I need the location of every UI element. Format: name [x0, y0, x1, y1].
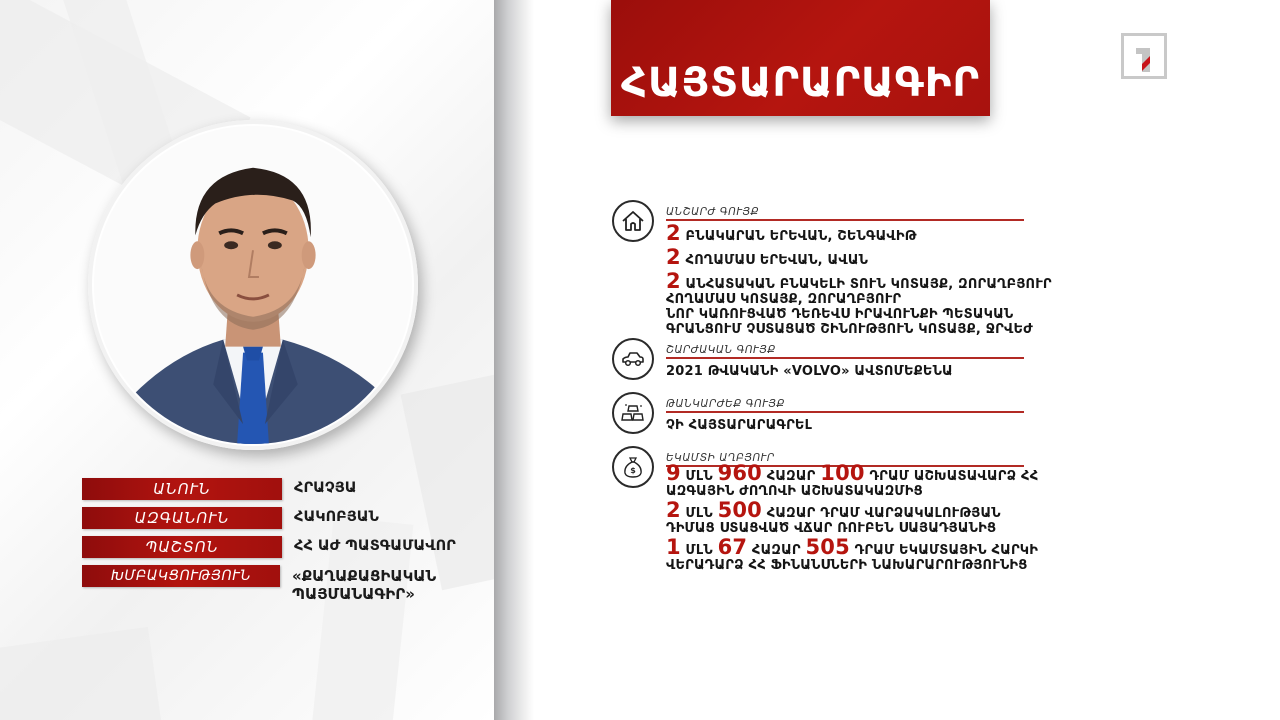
unit-thousand: ՀԱԶԱՐ: [751, 543, 801, 558]
section-income-source: [612, 446, 1082, 586]
portrait-frame: [88, 120, 418, 450]
person-info-table: [82, 478, 494, 610]
svg-text:$: $: [630, 466, 636, 475]
title-banner: [611, 0, 990, 116]
list-item: ՉԻ ՀԱՅՏԱՐԱՐԱԳՐԵԼ: [666, 418, 813, 433]
amount-thousands: 67: [717, 535, 748, 559]
section-entries: [666, 461, 1086, 577]
info-row-surname: [82, 507, 494, 529]
section-entries: [666, 364, 1086, 383]
money-bag-icon: [612, 446, 654, 488]
surname-label: ԱԶԳԱՆՈՒՆ: [82, 507, 282, 529]
section-header: [666, 344, 1024, 359]
entry-text: ՀՈՂԱՄԱՍ ԵՐԵՎԱՆ, ԱՎԱՆ: [685, 253, 869, 268]
section-divider: [666, 411, 1024, 413]
amount-millions: 1: [666, 535, 681, 559]
name-value: ՀՐԱՉՅԱ: [294, 480, 357, 496]
entry-text: ԱՆՀԱՏԱԿԱՆ ԲՆԱԿԵԼԻ ՏՈՒՆ ԿՈՏԱՅՔ, ԶՈՐԱՂԲՅՈՒՐ: [685, 277, 1052, 292]
count: 2: [666, 245, 681, 269]
entry-text: ՀՈՂԱՄԱՍ ԿՈՏԱՅՔ, ԶՈՐԱՂԲՅՈՒՐ: [666, 292, 902, 307]
entry-text: ՆՈՐ ԿԱՌՈՒՑՎԱԾ ԴԵՌԵՎՍ ԻՐԱՎՈՒՆՔԻ ՊԵՏԱԿԱՆ ԳՐԱՆՑՈՒՄ ՉՍՏԱՑԱԾ ՇԻՆՈՒԹՅՈՒՆ ԿՈՏԱՅՔ, ՋՐՎԵԺ: [666, 307, 1033, 337]
position-value: ՀՀ ԱԺ ՊԱՏԳԱՄԱՎՈՐ: [294, 538, 456, 554]
list-item: [666, 245, 1086, 269]
entry-text: ԴՐԱՄ ԱՇԽԱՏԱՎԱՐՁ ՀՀ ԱԶԳԱՅԻՆ ԺՈՂՈՎԻ ԱՇԽԱՏԱԿԱԶՄԻՑ: [666, 469, 1039, 499]
page-title: ՀԱՅՏԱՐԱՐԱԳԻՐ: [620, 60, 981, 106]
gold-bars-icon: [612, 392, 654, 434]
amount-millions: 2: [666, 498, 681, 522]
list-item: [666, 461, 1046, 499]
amount-millions: 9: [666, 461, 681, 485]
list-item: [666, 269, 1086, 293]
entry-text: ԲՆԱԿԱՐԱՆ ԵՐԵՎԱՆ, ՇԵՆԳԱՎԻԹ: [685, 229, 917, 244]
channel-1-logo-icon: [1124, 36, 1164, 76]
info-row-name: [82, 478, 494, 500]
background-shard: [0, 627, 170, 720]
list-item: 2021 ԹՎԱԿԱՆԻ «VOLVO» ԱՎՏՈՄԵՔԵՆԱ: [666, 364, 953, 379]
amount-thousands: 500: [717, 498, 762, 522]
section-divider: [666, 357, 1024, 359]
list-item: [666, 292, 1086, 307]
entry-text: ԴՐԱՄ ՎԱՐՁԱԿԱԼՈՒԹՅԱՆ ԴԻՄԱՑ ՍՏԱՑՎԱԾ ՎՃԱՐ ՌՈՒԲԵՆ ՍԱՅԱԴՅԱՆԻՑ: [666, 506, 1001, 536]
faction-value: «ՔԱՂԱՔԱՑԻԱԿԱՆ ՊԱՅՄԱՆԱԳԻՐ»: [292, 567, 437, 603]
section-real-estate: [612, 200, 1082, 340]
section-entries: [666, 418, 1086, 437]
person-portrait-icon: [94, 126, 412, 444]
list-item: [666, 535, 1076, 573]
section-heading: ԵԿԱՄՏԻ ԱՂԲՅՈՒՐ: [666, 452, 775, 464]
section-heading: ԹԱՆԿԱՐԺԵՔ ԳՈՒՅՔ: [666, 398, 785, 410]
unit-mln: ՄԼՆ: [685, 506, 713, 521]
count: 2: [666, 269, 681, 293]
list-item: [666, 498, 1046, 536]
section-valuables: [612, 392, 1082, 442]
unit-thousand: ՀԱԶԱՐ: [766, 506, 816, 521]
amount-thousands: 960: [717, 461, 762, 485]
position-label: ՊԱՇՏՈՆ: [82, 536, 282, 558]
amount-units: 505: [805, 535, 850, 559]
entry-text: ԴՐԱՄ ԵԿԱՄՏԱՅԻՆ ՀԱՐԿԻ ՎԵՐԱԴԱՐՁ ՀՀ ՖԻՆԱՆՍՆԵՐԻ ՆԱԽԱՐԱՐՈՒԹՅՈՒՆԻՑ: [666, 543, 1039, 573]
section-header: [666, 206, 1024, 221]
section-entries: [666, 221, 1086, 341]
section-header: [666, 398, 1024, 413]
surname-value: ՀԱԿՈԲՅԱՆ: [294, 509, 379, 525]
info-row-faction: [82, 565, 494, 603]
count: 2: [666, 221, 681, 245]
unit-mln: ՄԼՆ: [685, 469, 713, 484]
panel-divider: [494, 0, 534, 720]
section-heading: ՇԱՐԺԱԿԱՆ ԳՈՒՅՔ: [666, 344, 776, 356]
car-icon: [612, 338, 654, 380]
amount-units: 100: [820, 461, 865, 485]
channel-logo: [1121, 33, 1167, 79]
unit-thousand: ՀԱԶԱՐ: [766, 469, 816, 484]
info-row-position: [82, 536, 494, 558]
faction-label: ԽՄԲԱԿՑՈՒԹՅՈՒՆ: [82, 565, 280, 587]
list-item: [666, 307, 1086, 337]
name-label: ԱՆՈՒՆ: [82, 478, 282, 500]
portrait-photo: [94, 126, 412, 444]
profile-panel: [0, 0, 494, 720]
list-item: [666, 221, 1086, 245]
unit-mln: ՄԼՆ: [685, 543, 713, 558]
house-icon: [612, 200, 654, 242]
section-movable-property: [612, 338, 1082, 388]
section-heading: ԱՆՇԱՐԺ ԳՈՒՅՔ: [666, 206, 760, 218]
section-divider: [666, 219, 1024, 221]
